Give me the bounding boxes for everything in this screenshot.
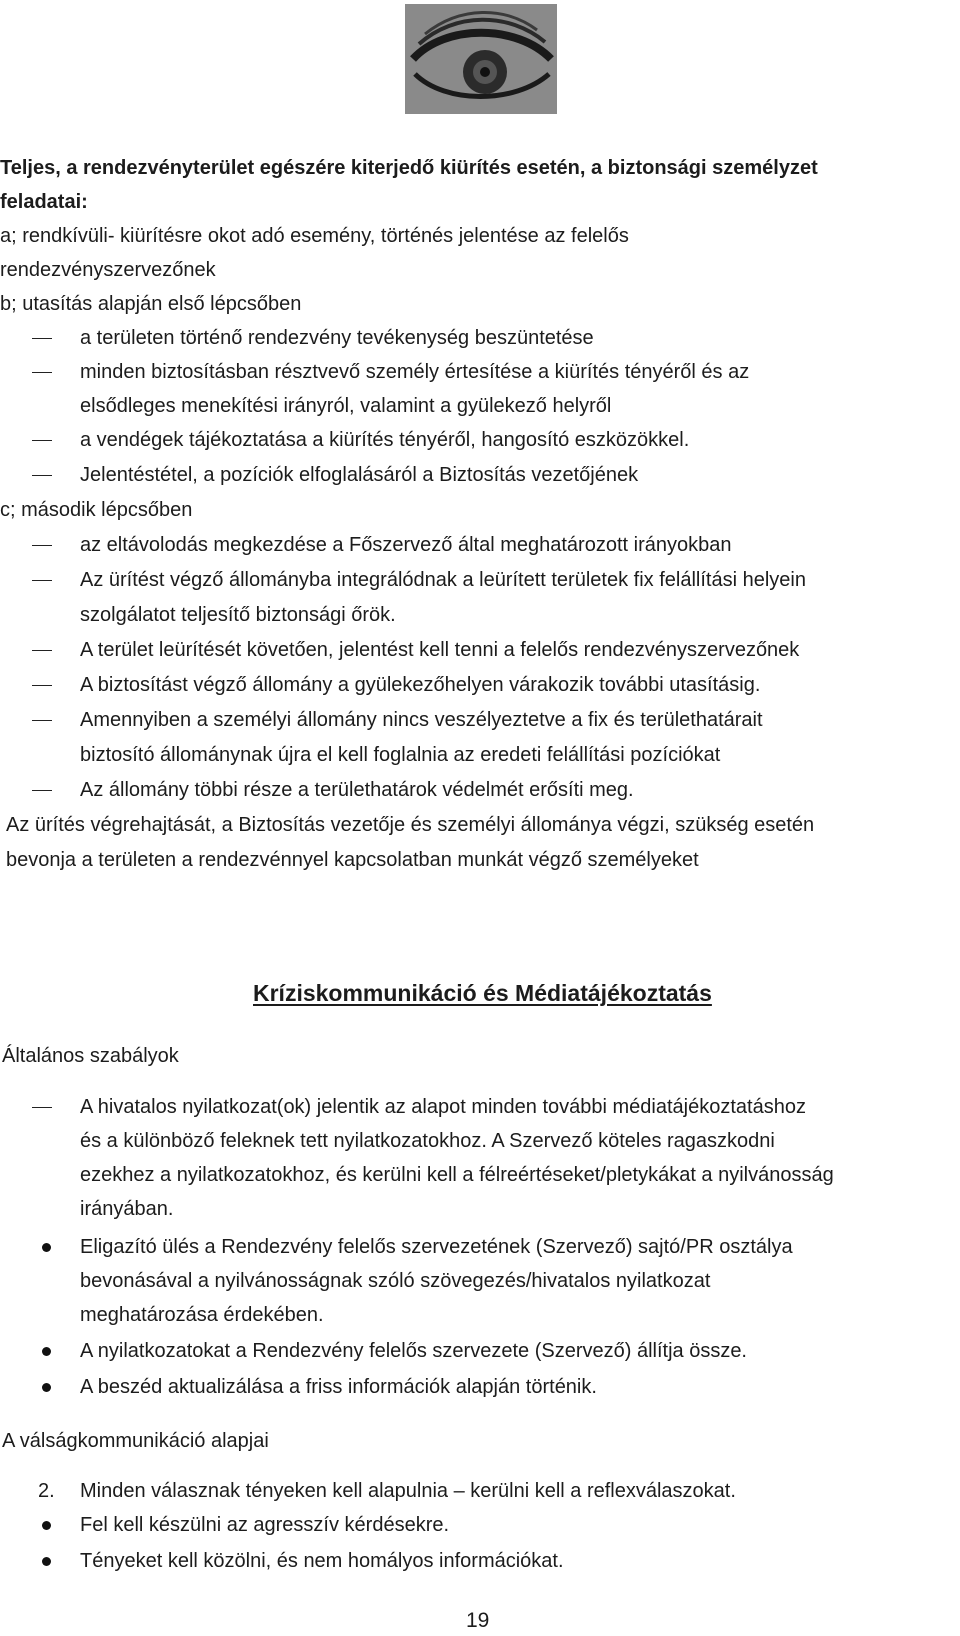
rule-1-line-3: ezekhez a nyilatkozatokhoz, és kerülni kell a félreértéseket/pletykákat a nyilvánosság	[80, 1164, 834, 1186]
dash-marker	[32, 545, 52, 546]
dash-marker	[32, 475, 52, 476]
rule-1-line-1: A hivatalos nyilatkozat(ok) jelentik az alapot minden további médiatájékoztatáshoz	[80, 1096, 806, 1118]
dash-marker	[32, 685, 52, 686]
bullet-marker	[42, 1557, 51, 1566]
dash-marker	[32, 440, 52, 441]
c-item-6: Az állomány többi része a területhatárok védelmét erősíti meg.	[80, 779, 634, 801]
rule-3: A nyilatkozatokat a Rendezvény felelős szervezete (Szervező) állítja össze.	[80, 1340, 747, 1362]
c-item-5-line-2: biztosító állománynak újra el kell foglalnia az eredeti felállítási pozíciókat	[80, 744, 721, 766]
bullet-marker	[42, 1521, 51, 1530]
c-item-2-line-1: Az ürítést végző állományba integrálódnak a leürített területek fix felállítási helyein	[80, 569, 806, 591]
crisis-item-1: Minden válasznak tényeken kell alapulnia – kerülni kell a reflexválaszokat.	[80, 1480, 736, 1502]
bullet-marker	[42, 1383, 51, 1392]
list-number: 2.	[38, 1480, 55, 1502]
dash-marker	[32, 372, 52, 373]
rule-2-line-3: meghatározása érdekében.	[80, 1304, 324, 1326]
dash-marker	[32, 720, 52, 721]
c-item-5-line-1: Amennyiben a személyi állomány nincs veszélyeztetve a fix és területhatárait	[80, 709, 763, 731]
point-b-label: b; utasítás alapján első lépcsőben	[0, 293, 302, 315]
rule-1-line-2: és a különböző feleknek tett nyilatkozatokhoz. A Szervező köteles ragaszkodni	[80, 1130, 775, 1152]
closing-line-1: Az ürítés végrehajtását, a Biztosítás vezetője és személyi állománya végzi, szükség esetén	[6, 814, 815, 836]
c-item-1: az eltávolodás megkezdése a Főszervező által meghatározott irányokban	[80, 534, 732, 556]
dash-marker	[32, 650, 52, 651]
point-a-line-1: a; rendkívüli- kiürítésre okot adó esemény, történés jelentése az felelős	[0, 225, 629, 247]
subheading: Általános szabályok	[2, 1045, 179, 1067]
rule-4: A beszéd aktualizálása a friss információk alapján történik.	[80, 1376, 597, 1398]
rule-1-line-4: irányában.	[80, 1198, 174, 1220]
closing-line-2: bevonja a területen a rendezvénnyel kapcsolatban munkát végző személyeket	[6, 849, 699, 871]
c-item-4: A biztosítást végző állomány a gyülekezőhelyen várakozik további utasításig.	[80, 674, 761, 696]
b-item-1: a területen történő rendezvény tevékenység beszüntetése	[80, 327, 594, 349]
b-item-2-line-1: minden biztosításban résztvevő személy értesítése a kiürítés tényéről és az	[80, 361, 750, 383]
section-title-line-1: Teljes, a rendezvényterület egészére kiterjedő kiürítés esetén, a biztonsági személyzet	[0, 157, 818, 179]
b-item-4: Jelentéstétel, a pozíciók elfoglalásáról a Biztosítás vezetőjének	[80, 464, 639, 486]
rule-2-line-2: bevonásával a nyilvánosságnak szóló szövegezés/hivatalos nyilatkozat	[80, 1270, 711, 1292]
section-heading: Kríziskommunikáció és Médiatájékoztatás	[253, 980, 712, 1006]
bullet-marker	[42, 1347, 51, 1356]
bullet-marker	[42, 1243, 51, 1252]
crisis-item-2: Fel kell készülni az agresszív kérdésekre.	[80, 1514, 450, 1536]
dash-marker	[32, 580, 52, 581]
rule-2-line-1: Eligazító ülés a Rendezvény felelős szervezetének (Szervező) sajtó/PR osztálya	[80, 1236, 793, 1258]
crisis-heading: A válságkommunikáció alapjai	[2, 1430, 269, 1452]
b-item-3: a vendégek tájékoztatása a kiürítés tényéről, hangosító eszközökkel.	[80, 429, 690, 451]
eye-logo-graphic	[405, 4, 557, 114]
c-item-2-line-2: szolgálatot teljesítő biztonsági őrök.	[80, 604, 396, 626]
page-number: 19	[466, 1609, 490, 1632]
dash-marker	[32, 1107, 52, 1108]
section-title-line-2: feladatai:	[0, 191, 88, 213]
crisis-item-3: Tényeket kell közölni, és nem homályos információkat.	[80, 1550, 564, 1572]
b-item-2-line-2: elsődleges menekítési irányról, valamint a gyülekező helyről	[80, 395, 612, 417]
dash-marker	[32, 338, 52, 339]
c-item-3: A terület leürítését követően, jelentést kell tenni a felelős rendezvényszervezőnek	[80, 639, 800, 661]
eye-logo-icon	[405, 4, 557, 114]
dash-marker	[32, 790, 52, 791]
point-c-label: c; második lépcsőben	[0, 499, 193, 521]
point-a-line-2: rendezvényszervezőnek	[0, 259, 216, 281]
